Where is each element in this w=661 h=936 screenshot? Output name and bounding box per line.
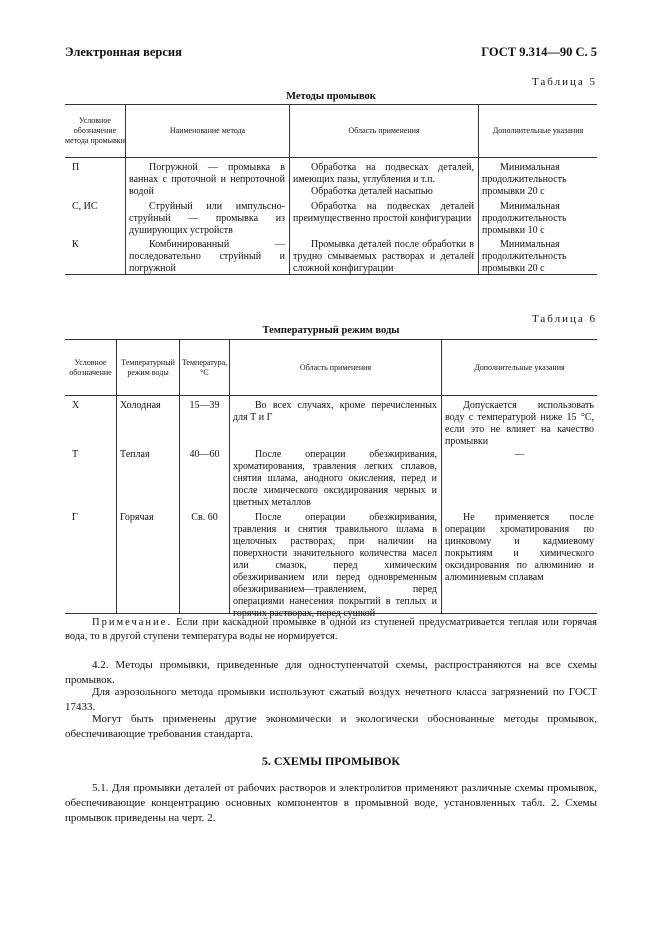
table6-cell-mode: Холодная <box>120 400 161 411</box>
table5-cell-code: П <box>72 162 80 173</box>
table5-header-rule <box>65 157 597 158</box>
header-left: Электронная версия <box>65 45 182 59</box>
note-text: Если при каскадной промывке в одной из ступеней предусматривается теплая или горячая вода, то в другой ступени температура воды не нормируется. <box>65 617 598 642</box>
table6-note <box>65 616 597 644</box>
table6-number: Таблица 6 <box>531 313 597 325</box>
table6-cell-temp: 15—39 <box>189 400 220 411</box>
paragraph-other-methods: Могут быть применены другие экономически и экологически обоснованные методы промывок, обеспечивающие требования стандарта. <box>65 713 597 740</box>
table6-cell-mode: Горячая <box>120 512 154 523</box>
table6-header-temp: Температура, °С <box>181 357 228 377</box>
table5-cell-method: Погружной — промывка в ваннах с проточной и непроточной водой <box>129 162 285 197</box>
table6-cell-note: — <box>514 449 525 460</box>
table6-header-code: Условное обозначение <box>69 357 112 377</box>
table6-header-mode: Температурный режим воды <box>121 357 175 377</box>
section-5-1-text: 5.1. Для промывки деталей от рабочих растворов и электролитов применяют различные схемы промывок, обеспечивающие концентрацию основных компонентов в промывной воде, установленных табл. 2. Схемы промывок приведены на черт. 2. <box>65 782 597 824</box>
table5-cell-method: Комбинированный — последовательно струйный и погружной <box>129 239 285 274</box>
table6-cell-temp: Св. 60 <box>191 512 218 523</box>
table5-cell-area2: Обработка деталей насыпью <box>311 186 433 197</box>
table6-header-area: Область применения <box>299 362 372 372</box>
table5-cell-note: Минимальная продолжительность промывки 10 с <box>482 201 567 236</box>
table6-cell-area: После операции обезжиривания, травления и снятия травильного шлама в щелочных растворах, при наличии на поверхности значительного количества масел или смазок, перед химическим обезжириванием или перед одновременным обезжириванием—травлением, перед операциями нанесения покрытий в теплых и горячих растворах, перед сушкой <box>233 512 437 619</box>
table5-header-area: Область применения <box>348 126 420 135</box>
table6-cell-area: После операции обезжиривания, хроматирования, травления легких сплавов, снятия шлама, анодного окисления, перед и после химического оксидирования черных и цветных металлов <box>233 449 437 508</box>
table6-header-note: Дополнительные указания <box>474 362 565 372</box>
table5-cell-code: К <box>72 239 79 250</box>
table5-cell-area: Обработка на подвесках деталей преимущественно простой конфигурации <box>293 201 474 224</box>
table5-cell-area: Обработка на подвесках деталей, имеющих пазы, углубления и т.п. <box>293 162 474 185</box>
table5-cell-note: Минимальная продолжительность промывки 20 с <box>482 162 567 197</box>
table5-top-rule <box>65 104 597 105</box>
table6-cell-code: Г <box>72 512 78 523</box>
table5-cell-note: Минимальная продолжительность промывки 20 с <box>482 239 567 274</box>
note-label: Примечание. <box>92 617 172 628</box>
table5-header-code: Условное обозначение метода промывки <box>65 116 125 145</box>
table5-title: Методы промывок <box>286 91 376 102</box>
table6-cell-note: Допускается использовать воду с температурой ниже 15 °С, если это не влияет на качество промывки <box>445 400 594 447</box>
table5-header-note: Дополнительные указания <box>492 126 584 135</box>
table6-title: Температурный режим воды <box>262 325 400 336</box>
table5-header-method: Наименование метода <box>169 126 246 135</box>
table6-cell-note: Не применяется после операции хроматирования по цинковому и кадмиевому покрытиям и химического оксидирования по алюминию и алюминиевым сплавам <box>445 512 594 583</box>
section-5-title: 5. СХЕМЫ ПРОМЫВОК <box>261 754 401 768</box>
table6-cell-code: Т <box>72 449 79 460</box>
table6-top-rule <box>65 339 597 340</box>
paragraph-aerosol: Для аэрозольного метода промывки используют сжатый воздух нечетного класса загрязнений по ГОСТ 17433. <box>65 686 597 713</box>
table6-cell-code: Х <box>72 400 80 411</box>
table6-cell-mode: Теплая <box>120 449 150 460</box>
table6-cell-temp: 40—60 <box>189 449 220 460</box>
paragraph-4-2: 4.2. Методы промывки, приведенные для одноступенчатой схемы, распространяются на все схемы промывок. <box>65 659 597 686</box>
table5-cell-area: Промывка деталей после обработки в трудно смываемых растворах и деталей сложной конфигурации <box>293 239 474 274</box>
table5-number: Таблица 5 <box>531 76 597 88</box>
table6-cell-area: Во всех случаях, кроме перечисленных для Т и Г <box>233 400 437 423</box>
table6-header-rule <box>65 395 597 396</box>
table5-cell-code: С, ИС <box>72 201 98 212</box>
table5-cell-method: Струйный или импульсно-струйный — промывка из душирующих устройств <box>129 201 285 236</box>
header-right: ГОСТ 9.314—90 С. 5 <box>481 45 597 59</box>
